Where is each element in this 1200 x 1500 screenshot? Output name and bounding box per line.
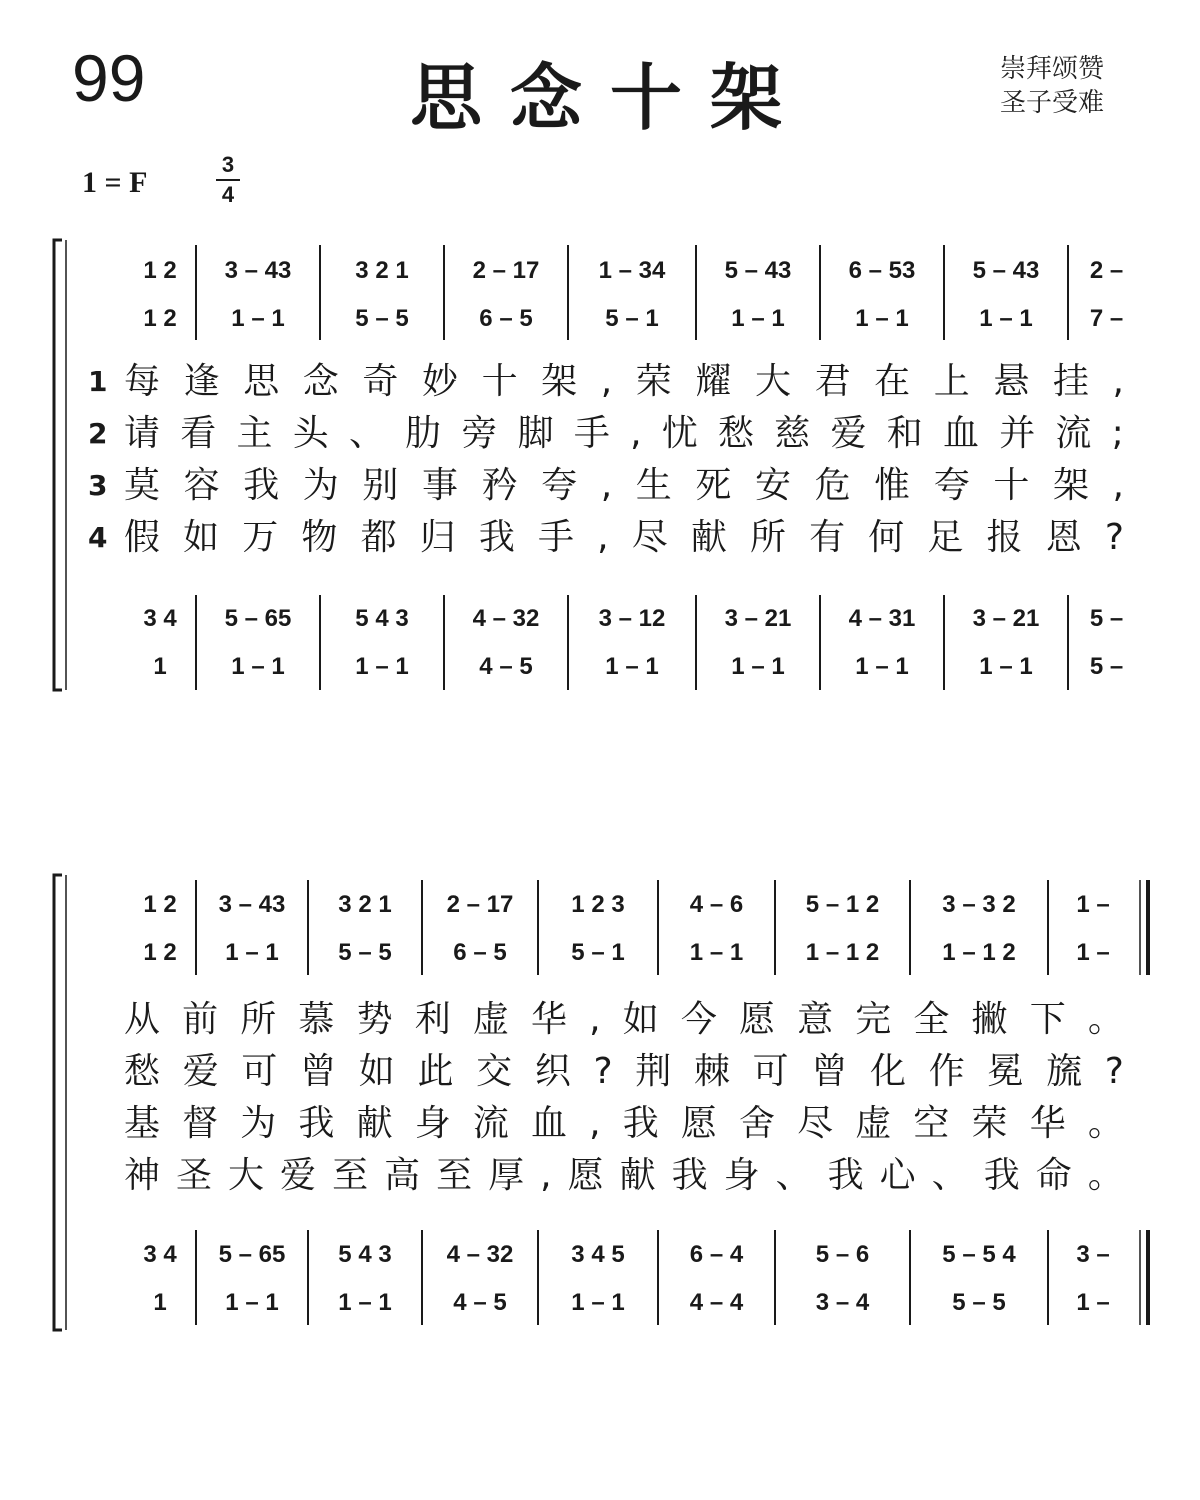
lyric-char: 基 xyxy=(124,1103,161,1144)
lyric-char: 逢 xyxy=(183,361,220,402)
lyric-char: 都 xyxy=(360,517,397,558)
lyric-char: 我 xyxy=(827,1155,864,1196)
lyric-char: 旒 xyxy=(1046,1051,1083,1092)
lyric-char: 假 xyxy=(124,517,161,558)
system-1-lower-bass-measure-2: 1 – 1 xyxy=(231,653,285,680)
system-2-upper-melody-measure-6: 4 – 6 xyxy=(689,891,744,918)
system-2-upper-lower-measure-2: 1 – 1 xyxy=(225,939,279,966)
lyric-char: 并 xyxy=(999,413,1036,454)
lyric-char: 我 xyxy=(298,1103,335,1144)
system-2-upper-lower-measure-5: 5 – 1 xyxy=(571,939,625,966)
lyric-char: 生 xyxy=(635,465,672,506)
system-2-upper-melody-measure-4: 2 – 17 xyxy=(446,891,514,918)
system-2-upper-lower-measure-3: 5 – 5 xyxy=(338,939,392,966)
lyric-char: 尽 xyxy=(797,1103,834,1144)
system-1-lower-bass-measure-3: 1 – 1 xyxy=(355,653,409,680)
lyric-char: ? xyxy=(593,1051,613,1092)
lyric-char: 至 xyxy=(332,1155,369,1196)
lyric-char: 有 xyxy=(809,517,846,558)
system-1-upper-lower-measure-7: 1 – 1 xyxy=(855,305,909,332)
lyric-char: 心 xyxy=(879,1155,916,1196)
system-1-lower-melody-measure-6: 3 – 21 xyxy=(724,605,792,632)
system-2-upper-melody-measure-1: 1 2 xyxy=(143,891,177,918)
system-2-lower-melody-measure-9: 3 – xyxy=(1076,1241,1110,1268)
lyric-char: 思 xyxy=(243,361,280,402)
lyric-char: 化 xyxy=(870,1051,907,1092)
system-2-upper-lower-measure-6: 1 – 1 xyxy=(689,939,744,966)
lyric-char: , xyxy=(1112,361,1124,402)
lyric-char: 架 xyxy=(1052,465,1089,506)
lyric-char: 肋 xyxy=(405,413,442,454)
system-1-lower-bass-measure-5: 1 – 1 xyxy=(605,653,659,680)
lyric-char: 荣 xyxy=(635,361,672,402)
lyric-char: 主 xyxy=(236,413,273,454)
lyric-char: 请 xyxy=(124,413,161,454)
lyric-char: 矜 xyxy=(481,465,518,506)
lyric-char: 献 xyxy=(356,1103,393,1144)
lyric-char: 何 xyxy=(868,517,905,558)
lyric-char: 如 xyxy=(183,517,220,558)
system-2-upper-lower-measure-1: 1 2 xyxy=(143,939,177,966)
lyric-char: 献 xyxy=(690,517,727,558)
system-1-upper-lower-measure-2: 1 – 1 xyxy=(231,305,285,332)
system-1-lower-melody-measure-9: 5 – xyxy=(1089,605,1124,632)
system-1-lower-melody-measure-8: 3 – 21 xyxy=(972,605,1040,632)
lyric-char: 别 xyxy=(362,465,399,506)
lyric-char: 全 xyxy=(913,999,950,1040)
system-2-upper-lower-measure-9: 1 – xyxy=(1076,939,1110,966)
lyric-char: , xyxy=(600,361,613,402)
lyric-char: 厚 xyxy=(488,1155,525,1196)
system-1-upper-lower-measure-9: 7 – xyxy=(1089,305,1124,332)
system-1-lower-melody-measure-7: 4 – 31 xyxy=(848,605,916,632)
lyric-char: 愁 xyxy=(718,413,755,454)
lyric-char: 万 xyxy=(242,517,279,558)
lyric-char: 下 xyxy=(1029,999,1066,1040)
lyric-char: 我 xyxy=(622,1103,659,1144)
lyric-char: ; xyxy=(1111,413,1124,454)
lyric-char: 愿 xyxy=(567,1155,604,1196)
system-1-lower-bass-measure-9: 5 – xyxy=(1089,653,1124,680)
lyric-char: 曾 xyxy=(300,1051,337,1092)
system-1-lower-bass-measure-8: 1 – 1 xyxy=(979,653,1033,680)
lyric-char: 危 xyxy=(814,465,851,506)
lyric-char: 恩 xyxy=(1045,517,1082,558)
lyric-char: 报 xyxy=(986,517,1023,558)
system-2-lower-melody-measure-2: 5 – 65 xyxy=(218,1241,286,1268)
lyric-char: 慕 xyxy=(298,999,335,1040)
lyric-char: 旁 xyxy=(461,413,498,454)
system-2-upper-melody-measure-9: 1 – xyxy=(1076,891,1110,918)
lyric-char: 惟 xyxy=(874,465,911,506)
lyric-char: 容 xyxy=(183,465,220,506)
lyric-char: 血 xyxy=(942,413,979,454)
lyric-char: 从 xyxy=(124,999,161,1040)
lyric-char: 织 xyxy=(534,1051,571,1092)
lyric-char: 十 xyxy=(481,361,518,402)
system-2-lower-melody-measure-1: 3 4 xyxy=(143,1241,177,1268)
lyric-char: 如 xyxy=(358,1051,395,1092)
verse-number: 4 xyxy=(88,521,108,554)
lyric-char: 如 xyxy=(622,999,659,1040)
lyric-line xyxy=(124,1000,1124,1040)
lyric-char: 势 xyxy=(356,999,393,1040)
lyric-char: 、 xyxy=(348,413,385,454)
verse-number: 1 xyxy=(88,365,108,398)
system-2-lower-melody-measure-3: 5 4 3 xyxy=(338,1241,392,1268)
lyric-line xyxy=(124,1104,1124,1144)
system-2-lower-bass-measure-1: 1 xyxy=(153,1289,167,1316)
system-1-lower-melody-measure-5: 3 – 12 xyxy=(598,605,666,632)
lyric-char: 头 xyxy=(292,413,329,454)
system-2-lower-bass-measure-4: 4 – 5 xyxy=(453,1289,507,1316)
system-1-upper-lower-measure-5: 5 – 1 xyxy=(605,305,659,332)
lyric-char: 念 xyxy=(302,361,339,402)
system-2-lower-bass-measure-5: 1 – 1 xyxy=(571,1289,625,1316)
lyric-char: 督 xyxy=(182,1103,219,1144)
lyric-char: 虚 xyxy=(855,1103,892,1144)
system-2-lower-melody-measure-5: 3 4 5 xyxy=(571,1241,625,1268)
lyric-char: 身 xyxy=(723,1155,760,1196)
lyric-char: 愿 xyxy=(680,1103,717,1144)
lyric-char: 荣 xyxy=(971,1103,1008,1144)
time-signature-top: 3 xyxy=(221,152,235,177)
lyric-char: 完 xyxy=(855,999,892,1040)
lyric-char: 忧 xyxy=(661,413,698,454)
lyric-char: , xyxy=(597,517,609,558)
lyric-char: 事 xyxy=(421,465,458,506)
lyric-char: 曾 xyxy=(811,1051,848,1092)
system-2-bracket xyxy=(54,875,62,1330)
lyric-char: 意 xyxy=(797,999,834,1040)
time-signature-bottom: 4 xyxy=(221,182,235,207)
system-1-lower-bass-measure-7: 1 – 1 xyxy=(855,653,909,680)
lyric-char: 大 xyxy=(754,361,791,402)
system-1-upper-melody-measure-5: 1 – 34 xyxy=(598,257,666,284)
system-1-upper-melody-measure-1: 1 2 xyxy=(143,257,177,284)
lyric-char: 君 xyxy=(814,361,851,402)
lyric-char: 奇 xyxy=(362,361,399,402)
system-2-lower-bass-measure-9: 1 – xyxy=(1076,1289,1110,1316)
lyric-char: 足 xyxy=(927,517,964,558)
system-1-lower-bass-measure-4: 4 – 5 xyxy=(479,653,533,680)
verse-number: 3 xyxy=(88,469,108,502)
system-2-upper-melody-measure-5: 1 2 3 xyxy=(571,891,625,918)
lyric-char: 归 xyxy=(419,517,456,558)
system-1-upper-lower-measure-1: 1 2 xyxy=(143,305,177,332)
lyric-char: 我 xyxy=(243,465,280,506)
lyric-char: 架 xyxy=(541,361,578,402)
lyric-char: 华 xyxy=(1029,1103,1066,1144)
system-1-upper-melody-measure-7: 6 – 53 xyxy=(848,257,916,284)
lyric-char: 每 xyxy=(124,361,161,402)
key-signature: 1 = F xyxy=(82,166,148,199)
system-2-lower-bass-measure-8: 5 – 5 xyxy=(952,1289,1006,1316)
lyric-char: 为 xyxy=(302,465,339,506)
lyric-char: 挂 xyxy=(1052,361,1089,402)
system-2-lower-melody-measure-7: 5 – 6 xyxy=(815,1241,870,1268)
lyric-char: ? xyxy=(1104,517,1124,558)
category-line-2: 圣子受难 xyxy=(1000,88,1105,118)
lyric-char: 慈 xyxy=(774,413,811,454)
lyric-char: 。 xyxy=(1087,1155,1124,1196)
lyric-line xyxy=(124,414,1124,454)
system-1-upper-lower-measure-6: 1 – 1 xyxy=(731,305,785,332)
lyric-char: 荆 xyxy=(635,1051,672,1092)
system-1-upper-melody-measure-3: 3 2 1 xyxy=(355,257,409,284)
lyric-char: 愁 xyxy=(124,1051,161,1092)
system-1-upper-melody-measure-6: 5 – 43 xyxy=(724,257,792,284)
lyric-line xyxy=(124,1156,1124,1196)
lyric-char: 空 xyxy=(913,1103,950,1144)
system-1-upper-melody-measure-9: 2 – xyxy=(1089,257,1124,284)
lyric-char: 夸 xyxy=(541,465,578,506)
system-1-upper-melody-measure-2: 3 – 43 xyxy=(224,257,292,284)
system-2-lower-melody-measure-4: 4 – 32 xyxy=(446,1241,514,1268)
lyric-char: , xyxy=(600,465,613,506)
lyric-line xyxy=(124,466,1124,506)
lyric-char: 耀 xyxy=(695,361,732,402)
system-1-lower-melody-measure-2: 5 – 65 xyxy=(224,605,292,632)
system-1-upper-lower-measure-3: 5 – 5 xyxy=(355,305,409,332)
lyric-line xyxy=(124,1052,1124,1092)
lyric-char: 华 xyxy=(530,999,567,1040)
lyric-char: 。 xyxy=(1087,1103,1124,1144)
lyric-char: 爱 xyxy=(280,1155,317,1196)
system-1-lower-bass-measure-1: 1 xyxy=(153,653,167,680)
lyric-char: 愿 xyxy=(738,999,775,1040)
system-1-upper-melody-measure-8: 5 – 43 xyxy=(972,257,1040,284)
system-2-lower-bass-measure-3: 1 – 1 xyxy=(338,1289,392,1316)
lyric-char: 所 xyxy=(240,999,277,1040)
system-2-upper-melody-measure-3: 3 2 1 xyxy=(338,891,392,918)
lyric-char: 血 xyxy=(530,1103,567,1144)
system-2-upper-melody-measure-8: 3 – 3 2 xyxy=(942,891,1016,918)
lyric-char: , xyxy=(630,413,642,454)
system-2-lower-melody-measure-8: 5 – 5 4 xyxy=(942,1241,1016,1268)
system-2-lower-melody-measure-6: 6 – 4 xyxy=(689,1241,744,1268)
lyric-char: 交 xyxy=(476,1051,513,1092)
lyric-char: 和 xyxy=(886,413,923,454)
system-2-upper-lower-measure-7: 1 – 1 2 xyxy=(805,939,880,966)
lyric-char: 可 xyxy=(752,1051,789,1092)
system-1-lower-bass-measure-6: 1 – 1 xyxy=(731,653,785,680)
lyric-char: 、 xyxy=(775,1155,812,1196)
category-line-1: 崇拜颂赞 xyxy=(1000,54,1105,84)
lyric-line xyxy=(124,518,1124,558)
lyric-char: 为 xyxy=(240,1103,277,1144)
lyric-char: 棘 xyxy=(693,1051,730,1092)
system-2-upper-melody-measure-2: 3 – 43 xyxy=(218,891,286,918)
lyric-char: 在 xyxy=(874,361,911,402)
lyric-char: 十 xyxy=(993,465,1030,506)
lyric-char: 手 xyxy=(573,413,610,454)
lyric-char: 悬 xyxy=(993,361,1030,402)
hymn-number: 99 xyxy=(72,41,146,115)
lyric-char: 圣 xyxy=(176,1155,213,1196)
lyric-char: 我 xyxy=(671,1155,708,1196)
lyric-char: 可 xyxy=(241,1051,278,1092)
lyric-char: 身 xyxy=(414,1103,451,1144)
lyric-char: 流 xyxy=(472,1103,509,1144)
lyric-char: 此 xyxy=(417,1051,454,1092)
system-1-upper-lower-measure-4: 6 – 5 xyxy=(479,305,533,332)
lyric-char: 爱 xyxy=(830,413,867,454)
lyric-char: 冕 xyxy=(987,1051,1024,1092)
lyric-char: 我 xyxy=(983,1155,1020,1196)
lyric-char: 我 xyxy=(478,517,515,558)
lyric-char: 虚 xyxy=(472,999,509,1040)
lyric-char: , xyxy=(540,1155,552,1196)
lyric-char: 莫 xyxy=(124,465,161,506)
lyric-char: 上 xyxy=(933,361,970,402)
system-2-lower-bass-measure-2: 1 – 1 xyxy=(225,1289,279,1316)
lyric-char: 命 xyxy=(1035,1155,1072,1196)
lyric-char: 利 xyxy=(414,999,451,1040)
lyric-char: 爱 xyxy=(182,1051,219,1092)
system-2-lower-bass-measure-7: 3 – 4 xyxy=(815,1289,870,1316)
lyric-line xyxy=(124,362,1124,402)
lyric-char: 夸 xyxy=(933,465,970,506)
lyric-char: 神 xyxy=(124,1155,161,1196)
lyric-char: 所 xyxy=(749,517,786,558)
lyric-char: 妙 xyxy=(421,361,458,402)
lyric-char: 手 xyxy=(537,517,574,558)
lyric-char: 。 xyxy=(1087,999,1124,1040)
hymn-title: 思念十架 xyxy=(409,56,810,140)
system-2-upper-melody-measure-7: 5 – 1 2 xyxy=(805,891,880,918)
verse-number: 2 xyxy=(88,417,108,450)
lyric-char: 尽 xyxy=(631,517,668,558)
system-1-lower-melody-measure-4: 4 – 32 xyxy=(472,605,540,632)
lyric-char: 看 xyxy=(180,413,217,454)
lyric-char: , xyxy=(589,999,601,1040)
system-2-lower-bass-measure-6: 4 – 4 xyxy=(689,1289,744,1316)
lyric-char: 死 xyxy=(695,465,732,506)
lyric-char: 前 xyxy=(182,999,219,1040)
lyric-char: 今 xyxy=(680,999,717,1040)
lyric-char: 大 xyxy=(228,1155,265,1196)
lyric-char: 至 xyxy=(436,1155,473,1196)
system-1-upper-lower-measure-8: 1 – 1 xyxy=(979,305,1033,332)
lyric-char: 献 xyxy=(619,1155,656,1196)
lyric-char: 流 xyxy=(1055,413,1092,454)
lyric-char: 舍 xyxy=(738,1103,775,1144)
system-1-bracket xyxy=(54,240,62,690)
system-2-upper-lower-measure-8: 1 – 1 2 xyxy=(942,939,1016,966)
system-1-lower-melody-measure-3: 5 4 3 xyxy=(355,605,409,632)
lyric-char: 作 xyxy=(928,1051,965,1092)
lyric-char: 脚 xyxy=(517,413,554,454)
system-2-upper-lower-measure-4: 6 – 5 xyxy=(453,939,507,966)
system-1-lower-melody-measure-1: 3 4 xyxy=(143,605,177,632)
lyric-char: 安 xyxy=(754,465,791,506)
lyric-char: 高 xyxy=(384,1155,421,1196)
lyric-char: , xyxy=(1112,465,1124,506)
lyric-char: 、 xyxy=(931,1155,968,1196)
lyric-char: 物 xyxy=(301,517,338,558)
lyric-char: 撇 xyxy=(971,999,1008,1040)
lyric-char: ? xyxy=(1104,1051,1124,1092)
lyric-char: , xyxy=(589,1103,601,1144)
system-1-upper-melody-measure-4: 2 – 17 xyxy=(472,257,540,284)
